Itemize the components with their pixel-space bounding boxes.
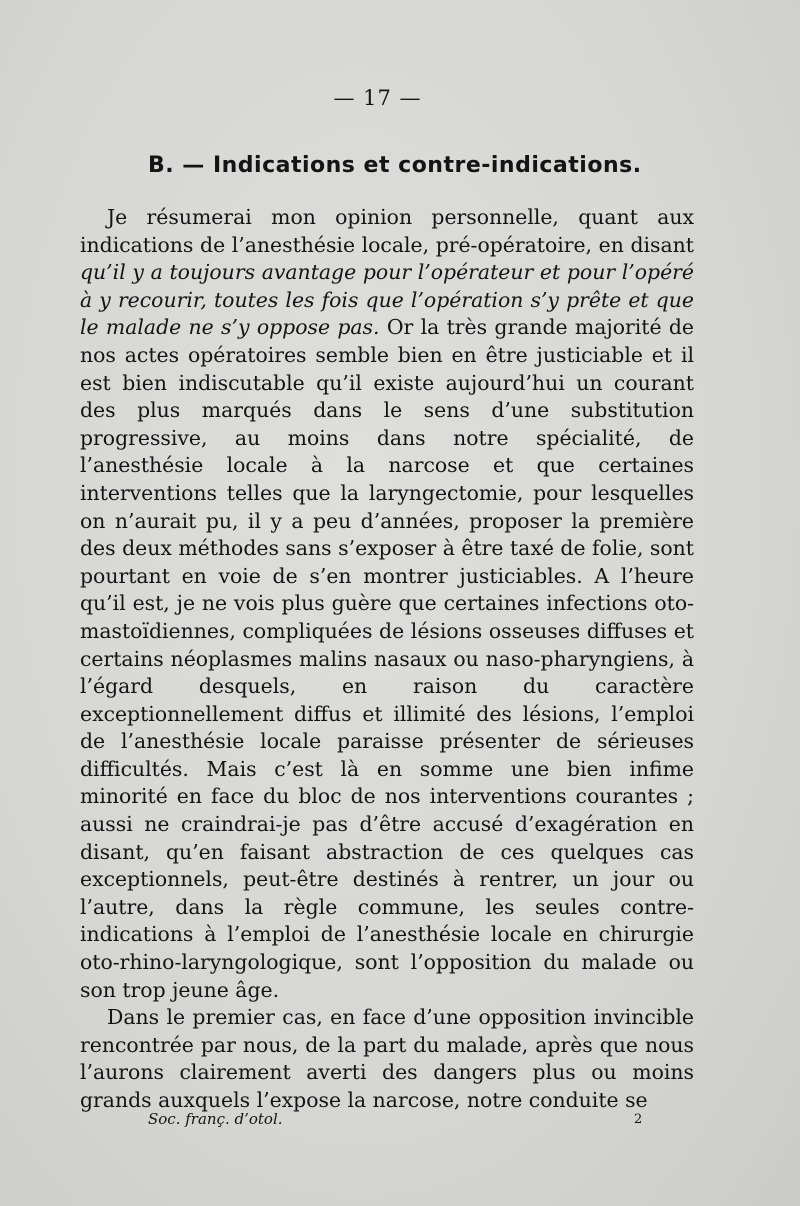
paragraph-1-intro: Je résumerai mon opinion personnelle, quant aux indications de l’anesthésie locale, pré-opératoire, en disant <box>80 205 694 257</box>
paragraph-1-rest: Or la très grande majorité de nos actes opératoires semble bien en être justiciable et il est bien indiscutable qu’il existe aujourd’hui un courant des plus marqués dans le sens d’une substitution progressive, au moins dans notre spécialité, de l’anesthésie locale à la narcose et que certaines interventions telles que la laryngectomie, pour lesquelles on n’aurait pu, il y a peu d’années, proposer la première des deux méthodes sans s’exposer à être taxé de folie, sont pourtant en voie de s’en montrer justiciables. A l’heure qu’il est, je ne vois plus guère que certaines infections oto-mastoïdiennes, compliquées de lésions osseuses diffuses et certains néoplasmes malins nasaux ou naso-pharyngiens, à l’égard desquels, en raison du caractère exceptionnellement diffus et illimité des lésions, l’emploi de l’anesthésie locale paraisse présenter de sérieuses difficultés. Mais c’est là en somme une bien infime minorité en face du bloc de nos interventions courantes ; aussi ne craindrai-je pas d’être accusé d’exagération en disant, qu’en faisant abstraction de ces quelques cas exceptionnels, peut-être destinés à rentrer, un jour ou l’autre, dans la règle commune, les seules contre-indications à l’emploi de l’anesthésie locale en chirurgie oto-rhino-laryngologique, sont l’opposition du malade ou son trop jeune âge. <box>80 315 694 1002</box>
paragraph-1 <box>80 204 694 1004</box>
footer-sheet-number: 2 <box>634 1112 643 1127</box>
section-title: B. — Indications et contre-indications. <box>148 153 642 178</box>
footer-signature: Soc. franç. d’otol. <box>148 1110 283 1128</box>
paragraph-2: Dans le premier cas, en face d’une opposition invincible rencontrée par nous, de la part du malade, après que nous l’aurons clairement averti des dangers plus ou moins grands auxquels l’expose la narcose, notre conduite se <box>80 1005 694 1112</box>
page-number: — 17 — <box>333 86 422 110</box>
body-text <box>80 204 694 1115</box>
paragraph-1-italic: qu’il y a toujours avantage pour l’opérateur et pour l’opéré à y recourir, toutes les fois que l’opération s’y prête et que le malade ne s’y oppose pas. <box>80 260 694 340</box>
